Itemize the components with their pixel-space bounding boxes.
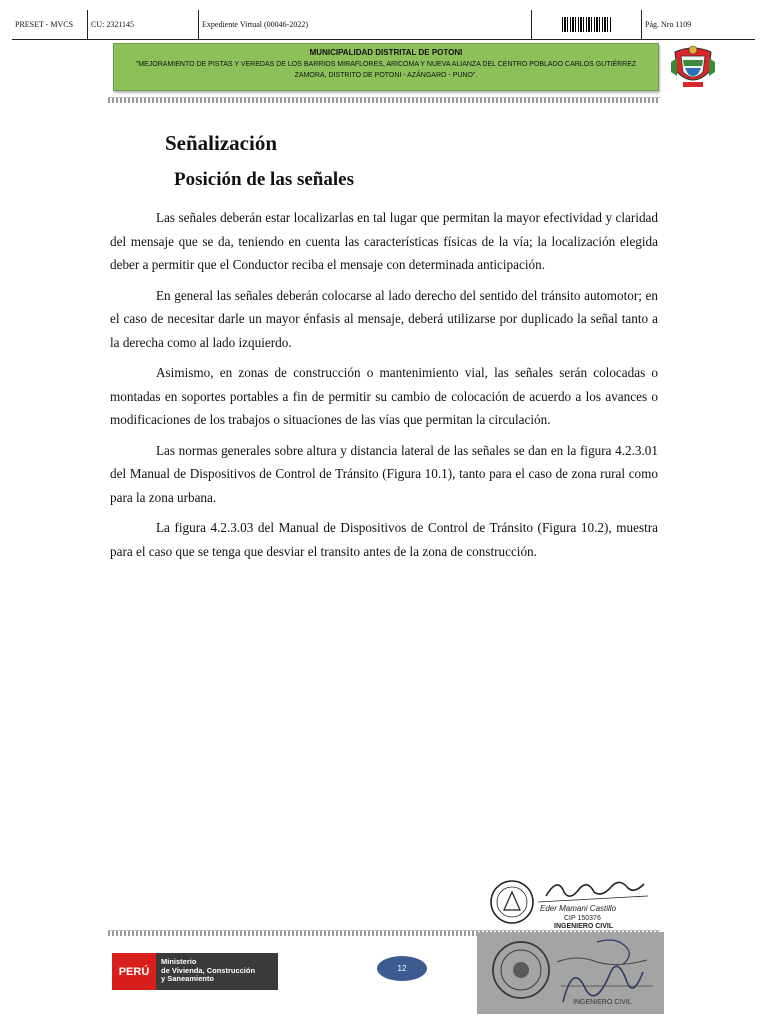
peru-label: PERÚ (112, 953, 156, 990)
paragraph: Asimismo, en zonas de construcción o mantenimiento vial, las señales serán colocadas o montadas en soportes portables a fin de permitir su cambio de colocación de acuerdo a los avances o modificaciones de los trabajos o situaciones de las vías que permitan la circulación. (110, 365, 658, 427)
document-meta-bar (12, 10, 755, 40)
expediente-label: Expediente Virtual (00046-2022) (199, 10, 532, 39)
engineer-role: INGENIERO CIVIL (554, 923, 614, 930)
paragraph: La figura 4.2.3.03 del Manual de Dispositivos de Control de Tránsito (Figura 10.2), muestra para el caso que se tenga que desviar el transito antes de la zona de construcción. (110, 520, 658, 559)
cu-label: CU: 2321145 (88, 10, 199, 39)
engineer-name: Eder Mamani Castillo (540, 904, 617, 913)
ministry-line: y Saneamiento (161, 974, 214, 983)
paragraph: Las normas generales sobre altura y distancia lateral de las señales se dan en la figura 4.2.3.01 del Manual de Dispositivos de Control de Tránsito (Figura 10.1), tanto para el caso de zona rural como para la zona urbana. (110, 442, 658, 505)
barcode-cell (532, 10, 642, 39)
header-divider (108, 97, 660, 103)
body-text (110, 206, 658, 570)
section-subheading: Posición de las señales (174, 169, 354, 190)
seal-role: INGENIERO CIVIL (573, 999, 632, 1006)
paragraph: En general las señales deberán colocarse al lado derecho del sentido del tránsito automotor; en el caso de necesitar darle un mayor énfasis al mensaje, deberá utilizarse por duplicado la señal tanto a la derecha como al lado izquierdo. (110, 287, 658, 350)
header-title: MUNICIPALIDAD DISTRITAL DE POTONI (309, 48, 463, 57)
municipal-crest-icon (669, 42, 717, 90)
engineer-signature-stamp (488, 866, 658, 932)
ministry-line: Ministerio (161, 957, 197, 966)
project-header (113, 43, 659, 91)
municipal-seal-stamp (477, 932, 664, 1014)
page-number-badge: 12 (377, 956, 427, 981)
barcode-icon (562, 17, 612, 32)
ministry-logo (112, 953, 278, 990)
paragraph: Las señales deberán estar localizarlas en tal lugar que permitan la mayor efectividad y claridad del mensaje que se da, teniendo en cuenta las características físicas de la vía; la localización elegida deber a permitir que el Conductor reciba el mensaje con determinada anticipación. (110, 210, 658, 272)
ministry-name (156, 953, 278, 990)
preset-label: PRESET - MVCS (12, 10, 88, 39)
ministry-line: de Vivienda, Construcción (161, 965, 256, 975)
header-subtitle: "MEJORAMIENTO DE PISTAS Y VEREDAS DE LOS BARRIOS MIRAFLORES, ARICOMA Y NUEVA ALIANZA DEL CENTRO POBLADO CARLOS GUTIÉRREZ ZAMORA, DISTRITO DE POTONI - AZÁNGARO - PUNO". (135, 61, 637, 79)
page-nro-label: Pág. Nro 1109 (645, 20, 692, 29)
section-heading: Señalización (165, 131, 278, 155)
engineer-cip: CIP 150376 (564, 915, 601, 922)
